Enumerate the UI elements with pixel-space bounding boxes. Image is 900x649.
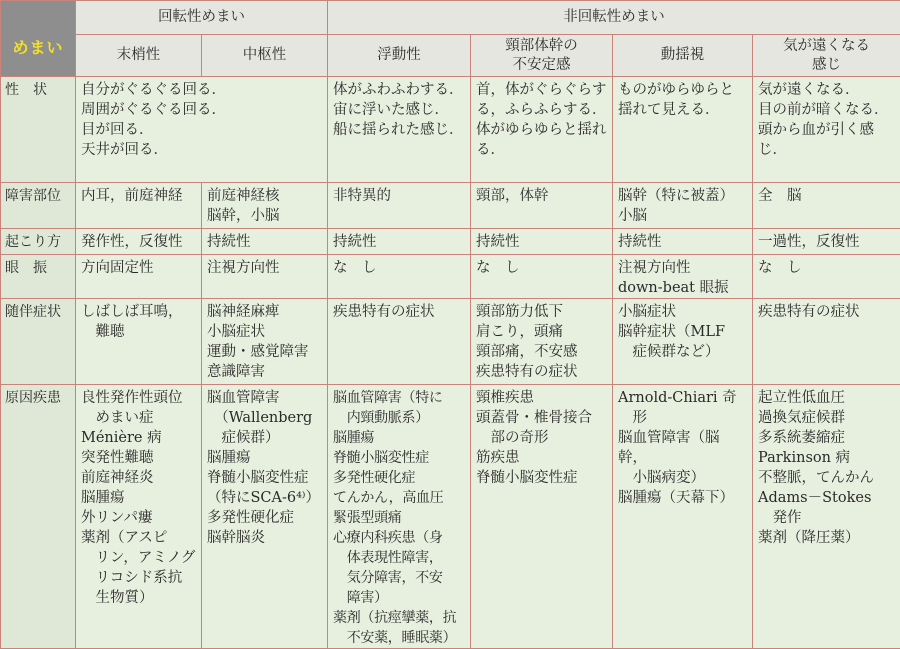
row-label-character: 性 状 xyxy=(1,77,76,183)
cell-causes-central: 脳血管障害 （Wallenberg 症候群） 脳腫瘍 脊髄小脳変性症 （特にSCA-6⁴⁾） 多発性硬化症 脳幹脳炎 xyxy=(202,385,328,649)
cell-lesion-neck-trunk: 頸部，体幹 xyxy=(471,183,613,229)
cell-nystagmus-oscillopsia: 注視方向性 down-beat 眼振 xyxy=(613,255,753,299)
group-header-rotational: 回転性めまい xyxy=(76,1,328,35)
cell-symptoms-neck-trunk: 頸部筋力低下 肩こり，頭痛 頸部痛，不安感 疾患特有の症状 xyxy=(471,299,613,385)
cell-onset-oscillopsia: 持続性 xyxy=(613,229,753,255)
cell-character-rotational: 自分がぐるぐる回る． 周囲がぐるぐる回る． 目が回る． 天井が回る． xyxy=(76,77,328,183)
header-row-columns xyxy=(1,35,900,77)
col-header-peripheral: 末梢性 xyxy=(76,35,202,77)
group-header-non-rotational: 非回転性めまい xyxy=(328,1,900,35)
table-row-accompanying-symptoms xyxy=(1,299,900,385)
row-label-onset: 起こり方 xyxy=(1,229,76,255)
corner-label: めまい xyxy=(12,38,63,58)
row-label-lesion-site: 障害部位 xyxy=(1,183,76,229)
cell-lesion-faintness: 全 脳 xyxy=(753,183,900,229)
cell-lesion-oscillopsia: 脳幹（特に被蓋） 小脳 xyxy=(613,183,753,229)
cell-symptoms-floating: 疾患特有の症状 xyxy=(328,299,471,385)
corner-label-cell xyxy=(1,1,76,77)
cell-nystagmus-faintness: な し xyxy=(753,255,900,299)
cell-symptoms-faintness: 疾患特有の症状 xyxy=(753,299,900,385)
cell-onset-floating: 持続性 xyxy=(328,229,471,255)
table-row-onset xyxy=(1,229,900,255)
cell-causes-floating: 脳血管障害（特に 内頸動脈系） 脳腫瘍 脊髄小脳変性症 多発性硬化症 てんかん，高血圧 緊張型頭痛 心療内科疾患（身 体表現性障害， 気分障害，不安 障害） 薬剤（抗痙攣薬，抗 不安薬，睡眠薬） xyxy=(328,385,471,649)
table-row-character xyxy=(1,77,900,183)
cell-lesion-peripheral: 内耳，前庭神経 xyxy=(76,183,202,229)
col-header-floating: 浮動性 xyxy=(328,35,471,77)
cell-symptoms-oscillopsia: 小脳症状 脳幹症状（MLF 症候群など） xyxy=(613,299,753,385)
table-row-lesion-site xyxy=(1,183,900,229)
cell-nystagmus-floating: な し xyxy=(328,255,471,299)
cell-onset-peripheral: 発作性，反復性 xyxy=(76,229,202,255)
row-label-accompanying-symptoms: 随伴症状 xyxy=(1,299,76,385)
cell-character-floating: 体がふわふわする． 宙に浮いた感じ． 船に揺られた感じ． xyxy=(328,77,471,183)
header-row-groups xyxy=(1,1,900,35)
table-row-causative-diseases xyxy=(1,385,900,649)
cell-causes-oscillopsia: Arnold-Chiari 奇 形 脳血管障害（脳幹， 小脳病変） 脳腫瘍（天幕下） xyxy=(613,385,753,649)
row-label-causative-diseases: 原因疾患 xyxy=(1,385,76,649)
cell-onset-central: 持続性 xyxy=(202,229,328,255)
cell-onset-faintness: 一過性，反復性 xyxy=(753,229,900,255)
cell-lesion-floating: 非特異的 xyxy=(328,183,471,229)
col-header-central: 中枢性 xyxy=(202,35,328,77)
cell-symptoms-peripheral: しばしば耳鳴， 難聴 xyxy=(76,299,202,385)
cell-causes-peripheral: 良性発作性頭位 めまい症 Ménière 病 突発性難聴 前庭神経炎 脳腫瘍 外リンパ瘻 薬剤（アスピ リン，アミノグ リコシド系抗 生物質） xyxy=(76,385,202,649)
cell-character-neck-trunk: 首，体がぐらぐらする，ふらふらする． 体がゆらゆらと揺れる． xyxy=(471,77,613,183)
cell-nystagmus-peripheral: 方向固定性 xyxy=(76,255,202,299)
cell-causes-faintness: 起立性低血圧 過換気症候群 多系統萎縮症 Parkinson 病 不整脈，てんかん Adams－Stokes 発作 薬剤（降圧薬） xyxy=(753,385,900,649)
row-label-nystagmus: 眼 振 xyxy=(1,255,76,299)
table-row-nystagmus xyxy=(1,255,900,299)
cell-onset-neck-trunk: 持続性 xyxy=(471,229,613,255)
cell-symptoms-central: 脳神経麻痺 小脳症状 運動・感覚障害 意識障害 xyxy=(202,299,328,385)
col-header-oscillopsia: 動揺視 xyxy=(613,35,753,77)
cell-character-faintness: 気が遠くなる． 目の前が暗くなる． 頭から血が引く感じ． xyxy=(753,77,900,183)
cell-causes-neck-trunk: 頸椎疾患 頭蓋骨・椎骨接合 部の奇形 筋疾患 脊髄小脳変性症 xyxy=(471,385,613,649)
cell-nystagmus-neck-trunk: な し xyxy=(471,255,613,299)
col-header-faintness: 気が遠くなる 感じ xyxy=(753,35,900,77)
cell-lesion-central: 前庭神経核 脳幹，小脳 xyxy=(202,183,328,229)
cell-character-oscillopsia: ものがゆらゆらと 揺れて見える． xyxy=(613,77,753,183)
col-header-neck-trunk: 頸部体幹の 不安定感 xyxy=(471,35,613,77)
cell-nystagmus-central: 注視方向性 xyxy=(202,255,328,299)
